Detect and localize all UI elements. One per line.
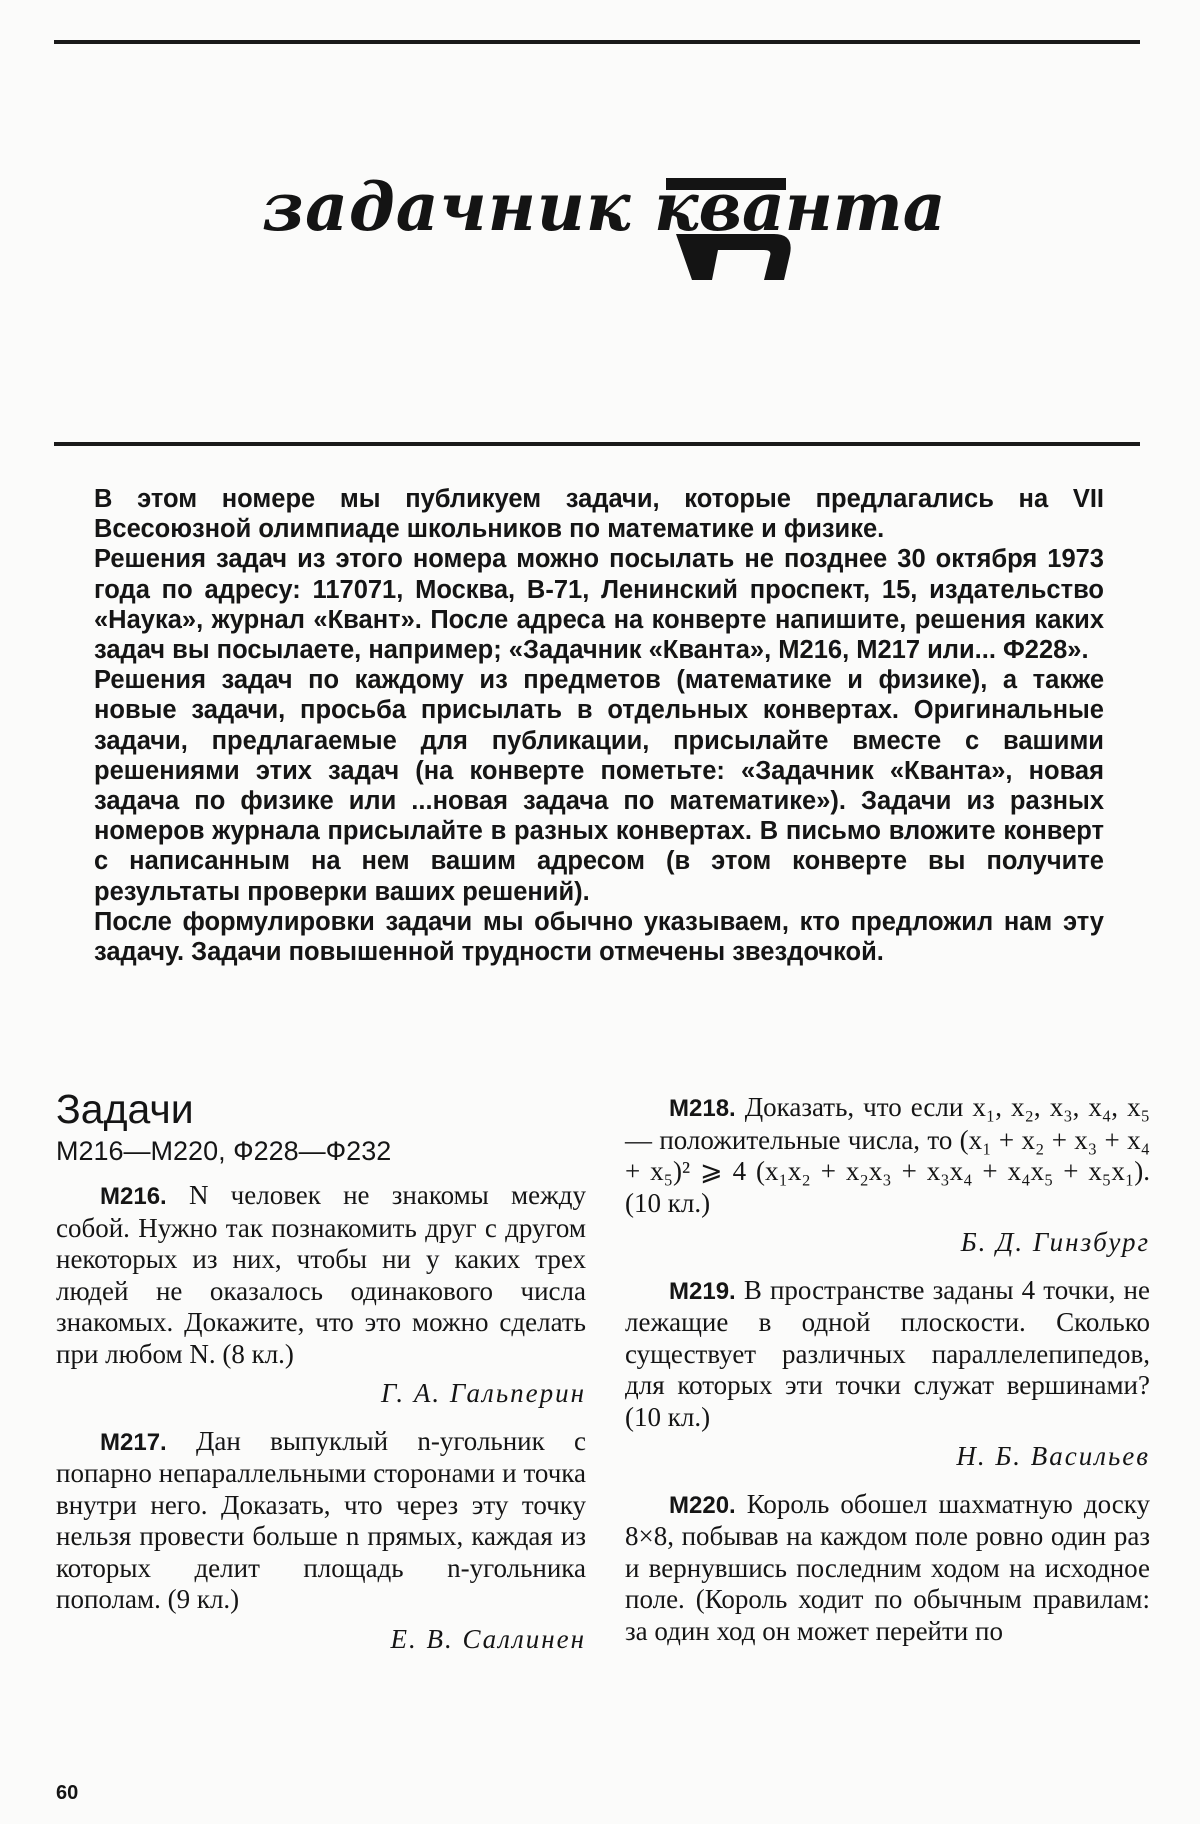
section-rule	[54, 442, 1140, 446]
problem-author: Г. А. Гальперин	[381, 1378, 586, 1408]
masthead-word-kvanta: кванта	[654, 168, 946, 246]
problem-m218	[625, 1092, 1150, 1259]
problem-m220	[625, 1489, 1150, 1648]
problem-author: Е. В. Саллинен	[390, 1623, 586, 1654]
masthead-word-zadachnik: задачник	[262, 168, 632, 246]
intro-text	[94, 484, 1104, 967]
problem-text: Король обошел шахматную доску 8×8, побывав на каждом поле ровно один раз и вернувшись последним ходом на исходное поле. (Король ходит по обычным правилам: за один ход он может перейти по	[625, 1488, 1151, 1646]
problem-id: М216.	[100, 1183, 167, 1210]
problem-id: М217.	[100, 1428, 167, 1456]
problem-id: М219.	[669, 1277, 736, 1305]
problem-text: Доказать, что если x₁, x₂, x₃, x₄, x₅ — положительные числа, то (x₁ + x₂ + x₃ + x₄ + x₅)² ⩾ 4 (x₁x₂ + x₂x₃ + x₃x₄ + x₄x₅ + x₅x₁). (10 кл.)	[625, 1092, 1151, 1218]
problem-text: N человек не знакомы между собой. Нужно так познакомить друг с другом некоторых из них, чтобы ни у каких трех людей не оказалось одинакового числа знакомых. Докажите, что это можно сделать при любом N. (8 кл.)	[56, 1180, 587, 1369]
intro-paragraph: После формулировки задачи мы обычно указываем, кто предложил нам эту задачу. Задачи повышенной трудности отмечены звездочкой.	[94, 907, 1104, 967]
section-range: М216—М220, Ф228—Ф232	[56, 1136, 392, 1166]
intro-paragraph: В этом номере мы публикуем задачи, которые предлагались на VII Всесоюзной олимпиаде школьников по математике и физике.	[94, 485, 1104, 544]
problem-id: М220.	[669, 1491, 736, 1519]
section-title: Задачи	[56, 1086, 194, 1132]
problem-author: Б. Д. Гинзбург	[960, 1227, 1150, 1257]
problem-text: Дан выпуклый n-угольник с попарно непараллельными сторонами и точка внутри него. Доказать, что через эту точку нельзя провести больше n прямых, каждая из которых делит площадь n-угольника пополам. (9 кл.)	[56, 1425, 586, 1614]
problem-m217	[56, 1426, 586, 1656]
problem-id: М218.	[669, 1095, 736, 1122]
intro-paragraph: Решения задач по каждому из предметов (математике и физике), а также новые задачи, просьба присылать в отдельных конвертах. Оригинальные задачи, предлагаемые для публикации, присылайте вместе с вашими решениями этих задач (на конверте пометьте: «Задачник «Кванта», новая задача по физике или ...новая задача по математике»). Задачи из разных номеров журнала присылайте в разных конвертах. В письмо вложите конверт с написанным на нем вашим адресом (в этом конверте вы получите результаты проверки ваших решений).	[94, 666, 1104, 906]
intro-paragraph: Решения задач из этого номера можно посылать не позднее 30 октября 1973 года по адресу: 117071, Москва, В-71, Ленинский проспект, 15, издательство «Наука», журнал «Квант». После адреса на конверте напишите, решения каких задач вы посылаете, например; «Задачник «Кванта», М216, М217 или... Ф228».	[94, 545, 1104, 665]
masthead	[262, 168, 962, 298]
page-number: 60	[56, 1782, 79, 1804]
problem-m216	[56, 1180, 586, 1410]
right-column	[625, 1092, 1150, 1663]
left-column	[56, 1086, 586, 1671]
problem-m219	[625, 1275, 1150, 1473]
problem-author: Н. Б. Васильев	[956, 1441, 1150, 1471]
top-rule	[54, 40, 1140, 44]
problem-text: В пространстве заданы 4 точки, не лежащие в одной плоскости. Сколько существует различных параллелепипедов, для которых эти точки служат вершинами? (10 кл.)	[625, 1274, 1150, 1432]
